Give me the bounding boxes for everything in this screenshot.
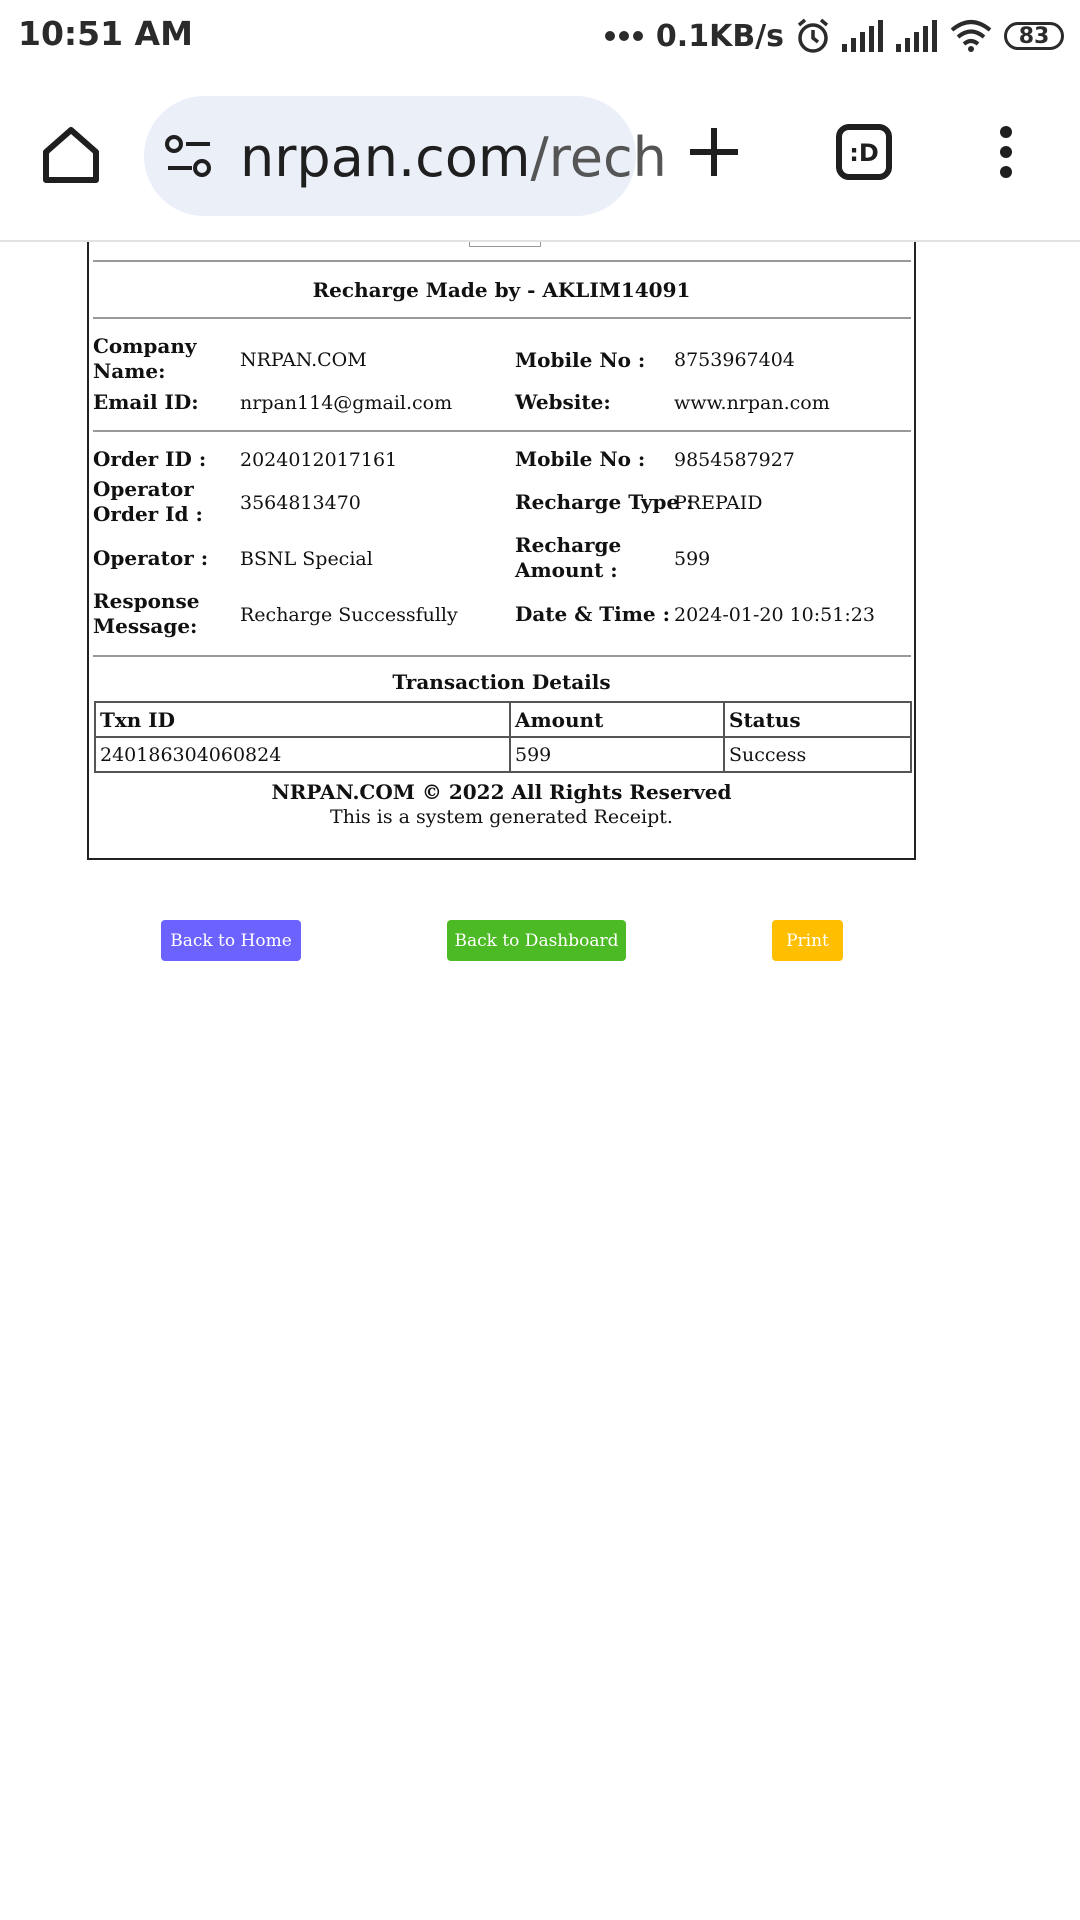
new-tab-icon[interactable] (688, 126, 740, 178)
divider (93, 430, 911, 432)
company-name-value: NRPAN.COM (240, 349, 367, 371)
wifi-icon (950, 20, 992, 52)
status-bar (0, 0, 1080, 72)
date-time-label: Date & Time : (515, 602, 670, 626)
menu-icon[interactable] (992, 124, 1020, 180)
amount-cell: 599 (510, 737, 724, 772)
url-path: /rech (530, 126, 667, 189)
order-id-label: Order ID : (93, 447, 207, 471)
battery-icon (1004, 22, 1064, 50)
tab-switcher-label: :D (849, 139, 879, 167)
battery-level: 83 (1018, 23, 1050, 49)
home-icon[interactable] (40, 124, 102, 186)
transaction-table (94, 701, 912, 773)
website-value: www.nrpan.com (674, 392, 830, 414)
site-settings-icon[interactable] (164, 134, 214, 180)
divider (93, 317, 911, 319)
browser-toolbar (0, 72, 1080, 242)
status-cell: Success (724, 737, 911, 772)
divider (469, 242, 541, 247)
recharge-made-by: Recharge Made by - AKLIM14091 (312, 278, 691, 302)
status-header: Status (724, 702, 911, 737)
operator-label: Operator : (93, 546, 209, 570)
company-mobile-label: Mobile No : (515, 348, 646, 372)
operator-order-id-value: 3564813470 (240, 492, 361, 514)
table-row (95, 737, 911, 772)
amount-header: Amount (510, 702, 724, 737)
response-message-label: Response Message: (93, 589, 200, 638)
date-time-value: 2024-01-20 10:51:23 (674, 604, 875, 626)
order-id-value: 2024012017161 (240, 449, 398, 471)
recharge-amount-value: 599 (674, 548, 711, 570)
address-bar[interactable] (144, 96, 667, 216)
url-domain: nrpan.com (240, 126, 531, 189)
customer-mobile-label: Mobile No : (515, 447, 646, 471)
recharge-type-value: PREPAID (674, 492, 763, 514)
signal-icon (842, 20, 884, 52)
operator-order-id-label: Operator Order Id : (93, 477, 203, 526)
divider (93, 260, 911, 262)
receipt-card (87, 242, 916, 860)
operator-value: BSNL Special (240, 548, 373, 570)
txn-id-header: Txn ID (95, 702, 510, 737)
recharge-amount-label: Recharge Amount : (515, 533, 622, 582)
status-icons (604, 14, 1064, 58)
signal-icon (896, 20, 938, 52)
url-text[interactable] (240, 126, 667, 189)
customer-mobile-value: 9854587927 (674, 449, 795, 471)
company-mobile-value: 8753967404 (674, 349, 795, 371)
company-name-label: Company Name: (93, 334, 197, 383)
email-label: Email ID: (93, 390, 199, 414)
copyright-text: NRPAN.COM © 2022 All Rights Reserved (271, 780, 732, 804)
transaction-details-title: Transaction Details (392, 670, 611, 694)
divider (93, 655, 911, 657)
dots-icon (604, 30, 644, 42)
recharge-type-label: Recharge Type : (515, 490, 694, 514)
email-value: nrpan114@gmail.com (240, 392, 453, 414)
table-header-row (95, 702, 911, 737)
website-label: Website: (515, 390, 611, 414)
system-generated-note: This is a system generated Receipt. (330, 806, 673, 828)
tab-switcher-icon[interactable] (836, 124, 892, 180)
back-to-dashboard-button[interactable]: Back to Dashboard (447, 920, 626, 961)
back-to-home-button[interactable]: Back to Home (161, 920, 301, 961)
alarm-icon (796, 18, 830, 54)
print-button[interactable]: Print (772, 920, 843, 961)
network-speed: 0.1KB/s (655, 18, 784, 54)
response-message-value: Recharge Successfully (240, 604, 458, 626)
txn-id-cell: 240186304060824 (95, 737, 510, 772)
status-time: 10:51 AM (18, 14, 193, 53)
